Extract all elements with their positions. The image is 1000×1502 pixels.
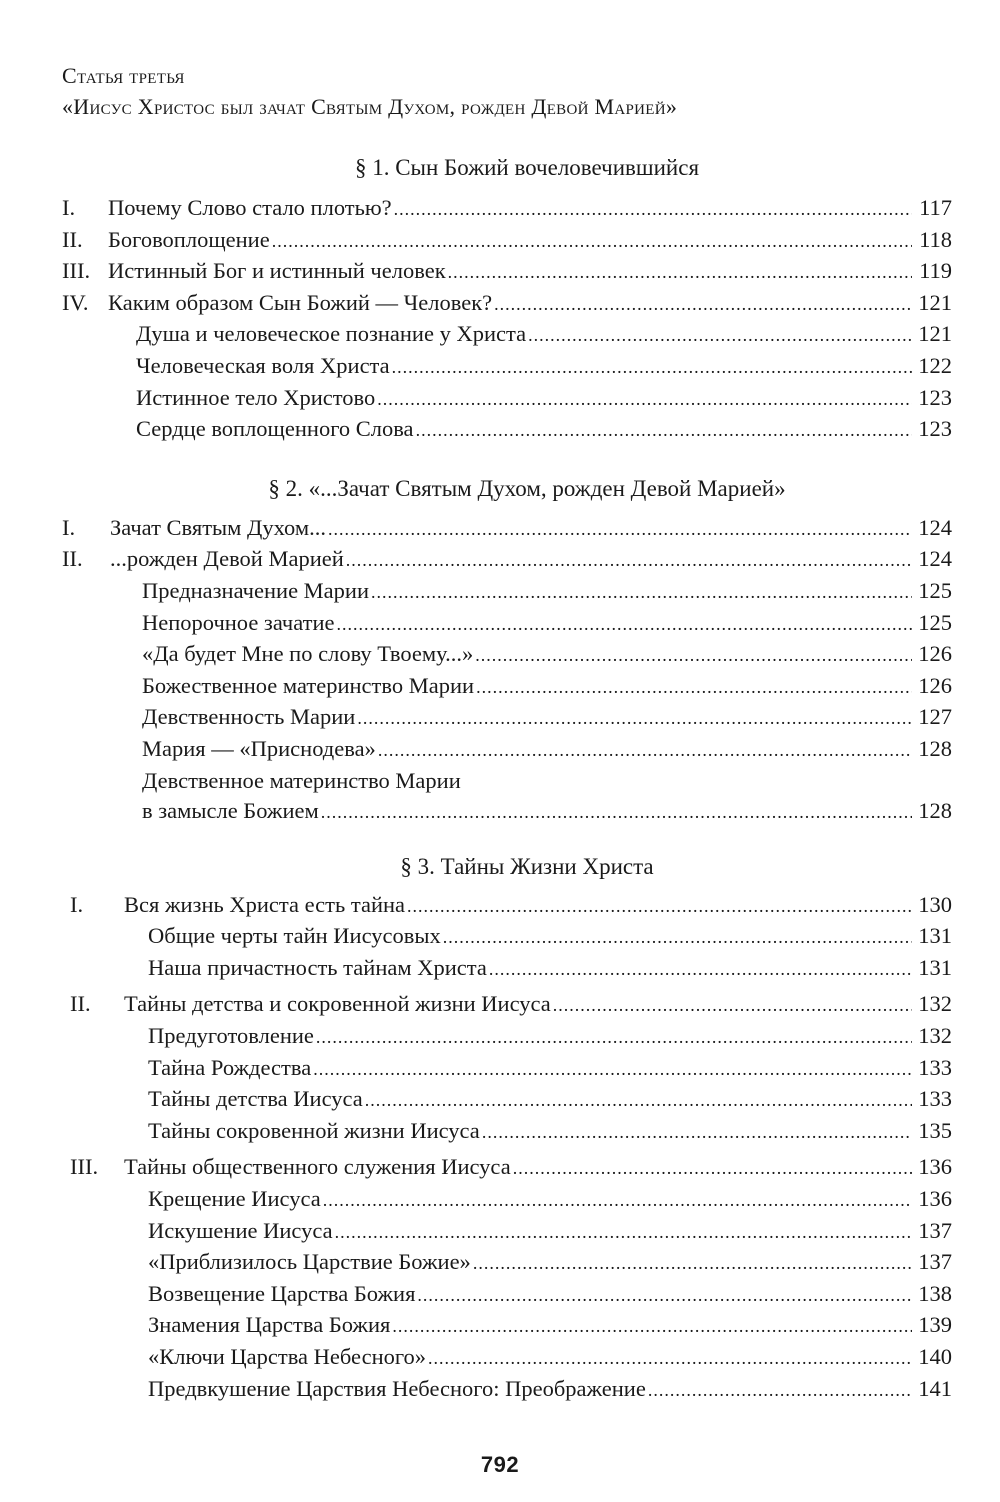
- entry-number: II.: [62, 226, 83, 252]
- entry-title: «Приблизилось Царствие Божие»: [148, 1249, 471, 1275]
- toc-subentry[interactable]: [62, 414, 952, 446]
- dot-leader: [316, 1022, 912, 1053]
- entry-number: I.: [70, 891, 84, 917]
- entry-title: Истинное тело Христово: [136, 384, 376, 410]
- toc-entry[interactable]: [62, 1152, 952, 1184]
- entry-title: Душа и человеческое познание у Христа: [136, 321, 527, 347]
- entry-page: 125: [918, 577, 952, 603]
- entry-title: Тайна Рождества: [148, 1054, 312, 1080]
- entry-title: Почему Слово стало плотью?: [108, 195, 392, 220]
- toc-entry[interactable]: [62, 890, 952, 922]
- entry-number: I.: [62, 195, 76, 220]
- entry-page: 138: [918, 1280, 952, 1306]
- toc-subentry[interactable]: [62, 1184, 952, 1216]
- dot-leader: [392, 352, 912, 383]
- entry-title: «Да будет Мне по слову Твоему...»: [142, 641, 474, 667]
- toc-subentry[interactable]: [62, 702, 952, 734]
- entry-number: I.: [62, 514, 76, 540]
- entry-page: 121: [918, 321, 952, 347]
- toc-subentry[interactable]: [62, 734, 952, 766]
- toc-subentry[interactable]: [62, 1247, 952, 1279]
- entry-title: Боговоплощение: [108, 226, 270, 252]
- entry-page: 128: [918, 735, 952, 761]
- dot-leader: [648, 1375, 912, 1406]
- toc-subentry[interactable]: [62, 576, 952, 608]
- dot-leader: [482, 1117, 912, 1148]
- entry-page: 125: [918, 609, 952, 635]
- toc-entry[interactable]: [62, 225, 952, 257]
- toc-subentry[interactable]: [62, 351, 952, 383]
- entry-page: 131: [918, 923, 952, 949]
- article-header: [62, 60, 952, 122]
- entry-number: III.: [70, 1154, 99, 1180]
- entry-page: 133: [918, 1086, 952, 1112]
- entry-page: 135: [918, 1117, 952, 1143]
- page-number: 792: [480, 1452, 520, 1477]
- entry-page: 128: [918, 798, 952, 824]
- entry-title: Мария — «Приснодева»: [142, 735, 376, 761]
- entry-title: Истинный Бог и истинный человек: [108, 258, 446, 284]
- toc-subentry[interactable]: [62, 608, 952, 640]
- entry-number: III.: [62, 258, 91, 284]
- article-label: Статья третья: [62, 63, 185, 88]
- entry-title: Вся жизнь Христа есть тайна: [124, 891, 406, 917]
- entry-page: 123: [918, 416, 952, 442]
- entry-number: II.: [62, 546, 83, 572]
- toc-subentry[interactable]: [62, 383, 952, 415]
- dot-leader: [475, 640, 912, 671]
- entry-page: 118: [919, 226, 952, 252]
- dot-leader: [321, 797, 912, 828]
- entry-page: 131: [918, 954, 952, 980]
- dot-leader: [417, 1280, 912, 1311]
- toc-subentry[interactable]: [62, 1021, 952, 1053]
- toc-entry[interactable]: [62, 513, 952, 545]
- entry-title: Человеческая воля Христа: [136, 352, 390, 378]
- dot-leader: [272, 226, 912, 257]
- toc-subentry[interactable]: [62, 671, 952, 703]
- dot-leader: [377, 384, 912, 415]
- entry-page: 122: [918, 352, 952, 378]
- toc-entry[interactable]: [62, 288, 952, 320]
- toc-entry[interactable]: [62, 256, 952, 288]
- toc-section-1: [62, 153, 952, 446]
- entry-title: Тайны детства Иисуса: [148, 1086, 363, 1112]
- toc-subentry-wrapped-first-line[interactable]: [62, 766, 952, 797]
- dot-leader: [428, 1343, 912, 1374]
- entry-title: Непорочное зачатие: [142, 609, 335, 635]
- entry-page: 137: [918, 1249, 952, 1275]
- toc-subentry[interactable]: [62, 639, 952, 671]
- entry-title: Тайны сокровенной жизни Иисуса: [148, 1117, 480, 1143]
- toc-subentry[interactable]: [62, 921, 952, 953]
- dot-leader: [448, 257, 912, 288]
- entry-page: 133: [918, 1054, 952, 1080]
- section-heading: § 2. «...Зачат Святым Духом, рожден Девой Марией»: [268, 475, 786, 501]
- toc-subentry[interactable]: [62, 1279, 952, 1311]
- entry-page: 124: [918, 514, 952, 540]
- toc-subentry[interactable]: [62, 319, 952, 351]
- entry-page: 126: [918, 672, 952, 698]
- entry-title: Тайны общественного служения Иисуса: [124, 1154, 511, 1180]
- dot-leader: [513, 1153, 912, 1184]
- entry-title: Сердце воплощенного Слова: [136, 416, 414, 442]
- dot-leader: [337, 609, 913, 640]
- entry-page: 119: [919, 258, 952, 284]
- entry-title: Крещение Иисуса: [148, 1186, 321, 1212]
- toc-subentry[interactable]: [62, 953, 952, 985]
- section-heading: § 1. Сын Божий вочеловечившийся: [354, 155, 700, 180]
- entry-page: 136: [918, 1186, 952, 1212]
- entry-title: Общие черты тайн Иисусовых: [148, 923, 441, 949]
- entry-page: 117: [919, 195, 952, 220]
- entry-page: 127: [918, 704, 952, 730]
- entry-title: Искушение Иисуса: [148, 1217, 333, 1243]
- entry-number: IV.: [62, 289, 89, 315]
- entry-page: 123: [918, 384, 952, 410]
- toc-entry[interactable]: [62, 989, 952, 1021]
- entry-title: Божественное материнство Марии: [142, 672, 475, 698]
- dot-leader: [357, 703, 912, 734]
- entry-title: «Ключи Царства Небесного»: [148, 1344, 427, 1369]
- entry-title: ...рожден Девой Марией: [110, 546, 344, 572]
- dot-leader: [335, 1217, 912, 1248]
- entry-title-line1: Девственное материнство Марии: [142, 767, 461, 793]
- entry-page: 121: [918, 289, 952, 315]
- section-heading: § 3. Тайны Жизни Христа: [400, 853, 654, 879]
- dot-leader: [443, 922, 912, 953]
- entry-page: 137: [918, 1217, 952, 1243]
- article-title: «Иисус Христос был зачат Святым Духом, рожден Девой Марией»: [62, 94, 678, 119]
- entry-title: Наша причастность тайнам Христа: [148, 954, 487, 980]
- entry-page: 132: [918, 1023, 952, 1049]
- entry-title: Тайны детства и сокровенной жизни Иисуса: [124, 991, 551, 1017]
- entry-page: 141: [918, 1375, 952, 1401]
- entry-page: 140: [918, 1344, 952, 1369]
- toc-entry[interactable]: [62, 193, 952, 225]
- entry-title: Возвещение Царства Божия: [148, 1280, 416, 1306]
- entry-page: 130: [918, 891, 952, 917]
- entry-title: Предназначение Марии: [142, 577, 369, 603]
- toc-subentry[interactable]: [62, 1374, 952, 1406]
- dot-leader: [365, 1085, 912, 1116]
- entry-page: 124: [918, 546, 952, 572]
- entry-title: Знамения Царства Божия: [148, 1312, 391, 1338]
- dot-leader: [394, 194, 912, 225]
- toc-subentry[interactable]: [62, 1310, 952, 1342]
- entry-page: 136: [918, 1154, 952, 1180]
- toc-section-3: [62, 852, 952, 1406]
- toc-subentry[interactable]: [62, 1084, 952, 1116]
- entry-page: 132: [918, 991, 952, 1017]
- entry-page: 126: [918, 641, 952, 667]
- toc-subentry[interactable]: [62, 1216, 952, 1248]
- entry-title: в замысле Божием: [142, 798, 319, 824]
- toc-entry[interactable]: [62, 544, 952, 576]
- dot-leader: [476, 672, 912, 703]
- entry-title: Предвкушение Царствия Небесного: Преображение: [148, 1375, 646, 1401]
- entry-title: Зачат Святым Духом...: [110, 514, 326, 540]
- dot-leader: [528, 320, 912, 351]
- toc-subentry[interactable]: [62, 1342, 952, 1374]
- dot-leader: [489, 954, 912, 985]
- toc-subentry[interactable]: [62, 1116, 952, 1148]
- dot-leader: [553, 990, 912, 1021]
- dot-leader: [346, 545, 912, 576]
- dot-leader: [371, 577, 912, 608]
- toc-section-2: [62, 474, 952, 828]
- dot-leader: [323, 1185, 912, 1216]
- dot-leader: [378, 735, 912, 766]
- dot-leader: [494, 289, 912, 320]
- dot-leader: [473, 1248, 912, 1279]
- dot-leader: [407, 891, 912, 922]
- dot-leader: [328, 514, 912, 545]
- toc-subentry[interactable]: [62, 796, 952, 828]
- dot-leader: [416, 415, 912, 446]
- entry-title: Каким образом Сын Божий — Человек?: [108, 289, 493, 315]
- dot-leader: [392, 1311, 912, 1342]
- entry-title: Предуготовление: [148, 1023, 314, 1049]
- entry-page: 139: [918, 1312, 952, 1338]
- entry-title: Девственность Марии: [142, 704, 356, 730]
- toc-subentry[interactable]: [62, 1053, 952, 1085]
- entry-number: II.: [70, 991, 91, 1017]
- dot-leader: [313, 1054, 912, 1085]
